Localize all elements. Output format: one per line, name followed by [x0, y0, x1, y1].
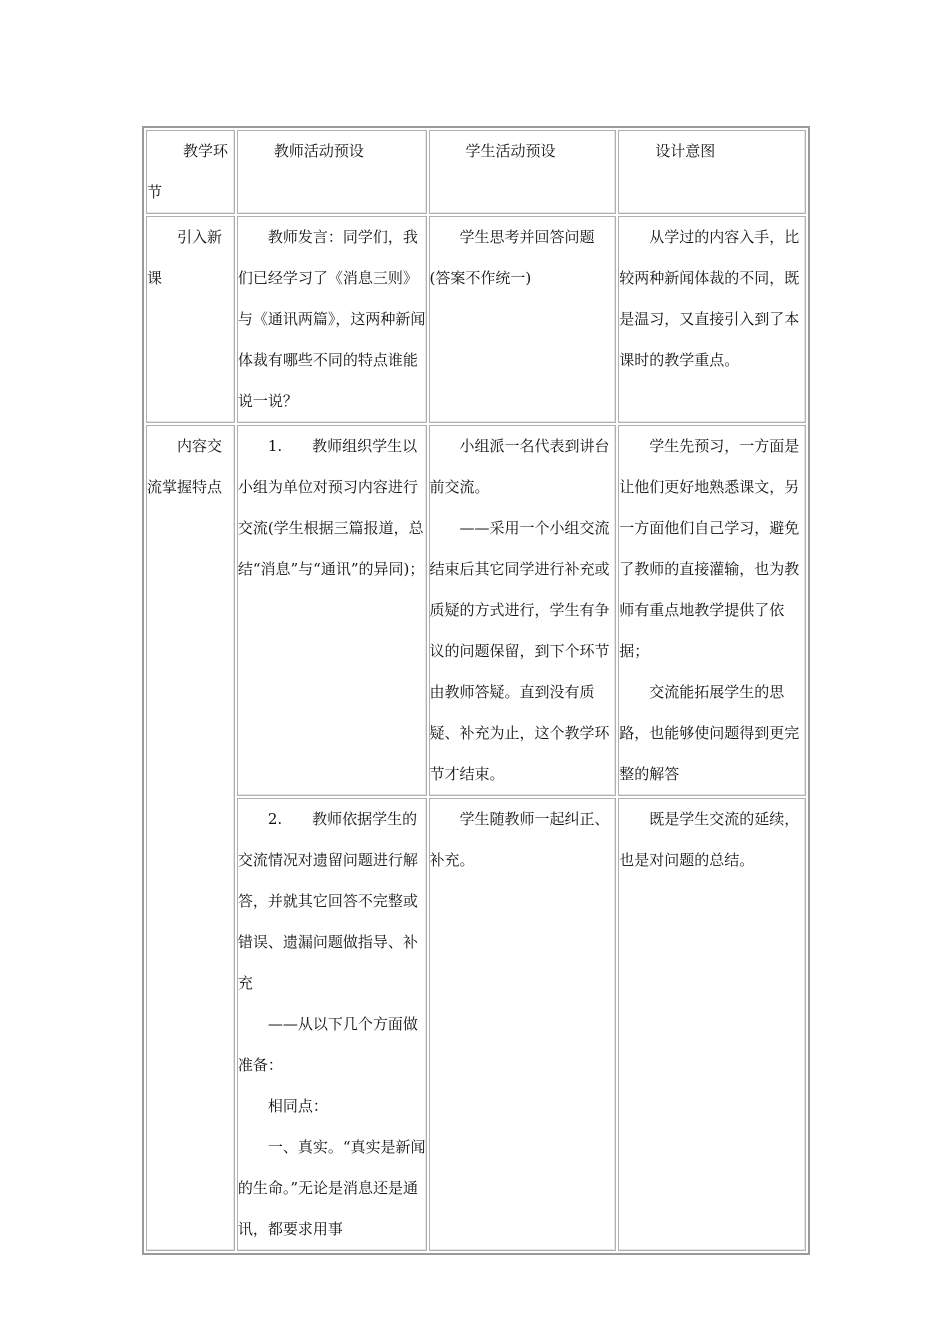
teacher-text: 一、真实。“真实是新闻的生命。”无论是消息还是通讯，都要求用事 [237, 1138, 426, 1238]
student-cell [429, 425, 617, 796]
student-cell [429, 798, 617, 1251]
student-text: 小组派一名代表到讲台前交流。 [429, 437, 610, 496]
header-stage: 教学环节 [147, 142, 229, 201]
header-stage-cell [146, 130, 235, 214]
teacher-text: 2. 教师依据学生的交流情况对遗留问题进行解答，并就其它回答不完整或错误、遗漏问题做指导、补充 [237, 810, 418, 992]
intent-cell [618, 216, 806, 423]
table-row [146, 798, 806, 1251]
intent-text: 从学过的内容入手，比较两种新闻体裁的不同，既是温习，又直接引入到了本课时的教学重点。 [619, 228, 800, 369]
student-cell [429, 216, 617, 423]
stage-cell [146, 425, 235, 1251]
header-intent-cell [618, 130, 806, 214]
student-text: 学生随教师一起纠正、补充。 [429, 810, 610, 869]
header-student-cell [429, 130, 617, 214]
student-text: ——采用一个小组交流结束后其它同学进行补充或质疑的方式进行，学生有争议的问题保留，到下个环节由教师答疑。直到没有质疑、补充为止，这个教学环节才结束。 [429, 519, 610, 783]
intent-text: 既是学生交流的延续，也是对问题的总结。 [619, 810, 800, 869]
student-text: 学生思考并回答问题(答案不作统一) [429, 228, 595, 287]
teacher-text: 教师发言：同学们，我们已经学习了《消息三则》与《通讯两篇》，这两种新闻体裁有哪些不同的特点谁能说一说？ [237, 228, 426, 410]
teacher-text: 相同点： [267, 1097, 328, 1115]
intent-text: 学生先预习，一方面是让他们更好地熟悉课文，另一方面他们自己学习，避免了教师的直接灌输，也为教师有重点地教学提供了依据； [619, 437, 800, 660]
header-student: 学生活动预设 [465, 142, 556, 160]
header-intent: 设计意图 [655, 142, 716, 160]
intent-cell [618, 425, 806, 796]
header-teacher: 教师活动预设 [273, 142, 364, 160]
header-teacher-cell [237, 130, 427, 214]
teacher-cell [237, 798, 427, 1251]
teacher-cell [237, 216, 427, 423]
teacher-text: 1. 教师组织学生以小组为单位对预习内容进行交流(学生根据三篇报道，总结“消息”与“通讯”的异同)； [237, 437, 425, 578]
stage-cell [146, 216, 235, 423]
teacher-cell [237, 425, 427, 796]
stage-label: 引入新课 [147, 228, 223, 287]
lesson-plan-table [142, 126, 810, 1255]
teacher-text: ——从以下几个方面做准备： [237, 1015, 418, 1074]
table-header-row [146, 130, 806, 214]
stage-label: 内容交流掌握特点 [147, 437, 223, 496]
intent-cell [618, 798, 806, 1251]
table-row [146, 425, 806, 796]
table-row [146, 216, 806, 423]
intent-text: 交流能拓展学生的思路，也能够使问题得到更完整的解答 [619, 683, 800, 783]
